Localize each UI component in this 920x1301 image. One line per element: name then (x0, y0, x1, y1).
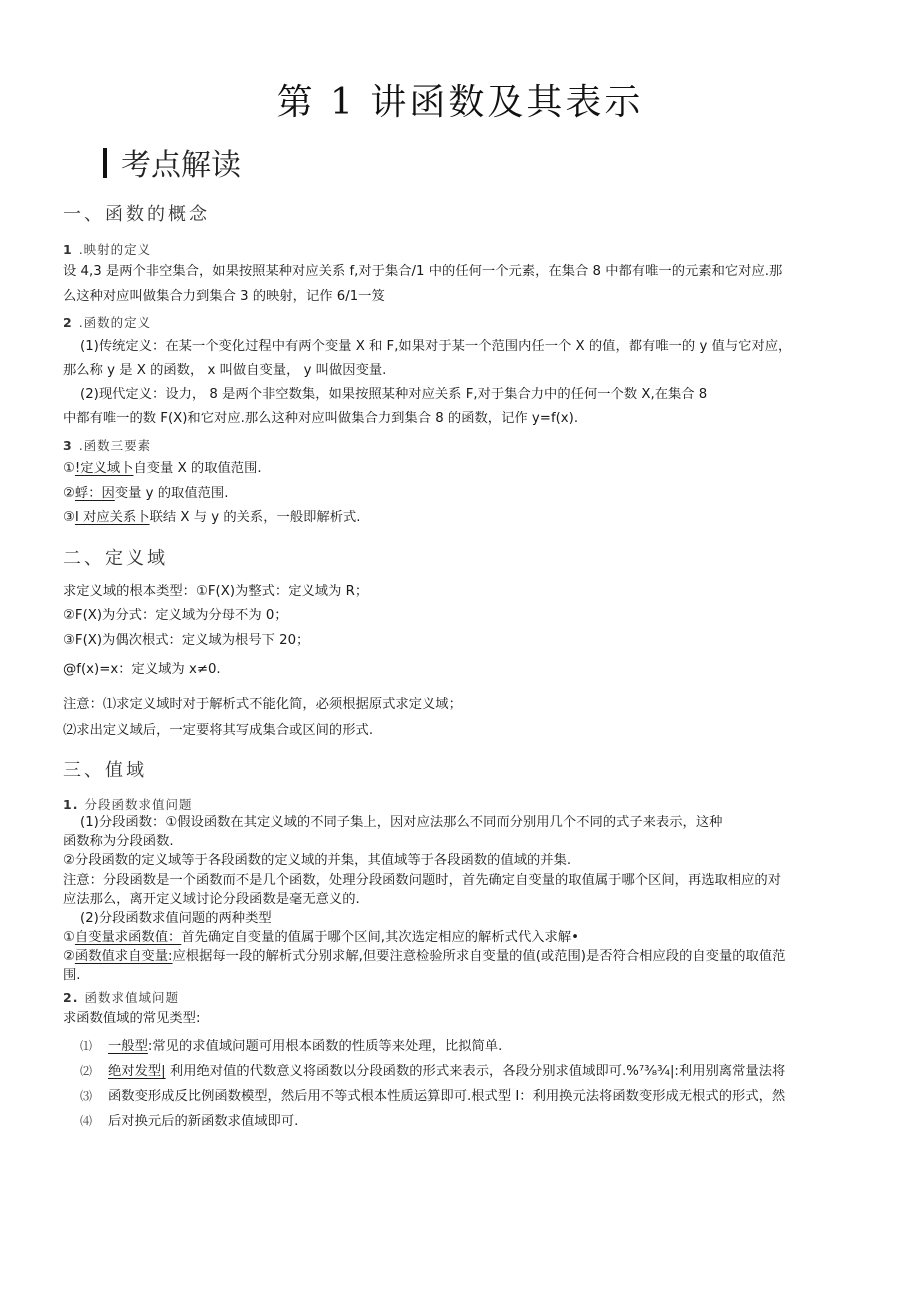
item-text: 变量 y 的取值范围. (114, 486, 229, 501)
section-head (103, 146, 241, 186)
item-text: 联结 X 与 y 的关系，一般即解析式. (149, 510, 361, 525)
paragraph-line: 那么称 y 是 X 的函数， x 叫做自变量， y 叫做因变量. (63, 363, 387, 378)
note-line: 注意：⑴求定义域时对于解析式不能化简，必须根据原式求定义域； (63, 697, 462, 712)
paragraph-line: 求定义域的根本类型：①F(X)为整式：定义域为 R； (63, 584, 369, 599)
item-term: 自变量求函数值： (74, 930, 182, 945)
item-marker: ① (63, 930, 75, 945)
paragraph-line: (2)现代定义：设力， 8 是两个非空数集，如果按照某种对应关系 F,对于集合力中的任何一个数 X,在集合 8 (80, 387, 708, 402)
paragraph-line: 函数称为分段函数. (63, 834, 174, 849)
item-term: 一般型 (108, 1039, 148, 1054)
paragraph-line: @f(x)=x：定义域为 x≠0. (63, 662, 221, 677)
paragraph-line: (1)分段函数：①假设函数在其定义域的不同子集上，因对应法那么不同而分别用几个不同的式子来表示，这种 (80, 815, 723, 830)
paragraph-line: 围. (63, 968, 81, 983)
paragraph-line: (1)传统定义：在某一个变化过程中有两个变量 X 和 F,如果对于某一个范围内任一个 X 的值，都有唯一的 y 值与它对应， (80, 339, 792, 354)
section-head-text: 考点解读 (121, 148, 241, 183)
item-number: ⑴ (80, 1039, 93, 1053)
list-item (80, 1061, 865, 1082)
page-title: 第 1 讲函数及其表示 (276, 82, 644, 123)
list-item (80, 1111, 865, 1132)
subheading-range-problems (63, 988, 179, 1006)
list-item (80, 1036, 865, 1057)
heading-function-concept: 一、函数的概念 (63, 204, 210, 225)
paragraph-line: 中都有唯一的数 F(X)和它对应.那么这种对应叫做集合力到集合 8 的函数，记作 y=f(x). (63, 411, 579, 426)
paragraph-line: 么这种对应叫做集合力到集合 3 的映射，记作 6/1一笈 (63, 289, 385, 304)
list-item (63, 484, 865, 504)
subheading-label: .函数的定义 (78, 315, 152, 330)
item-term: 蜉：因 (74, 486, 115, 501)
item-text: 首先确定自变量的值属于哪个区间,其次选定相应的解析式代入求解• (181, 930, 579, 945)
item-marker: ① (63, 461, 75, 476)
list-item (63, 508, 865, 528)
heading-bar (103, 148, 107, 178)
subheading-label: 函数求值域问题 (84, 990, 179, 1005)
subheading-piecewise (63, 795, 192, 813)
heading-range: 三、值域 (63, 760, 147, 781)
subheading-number: 2. (63, 990, 79, 1005)
subheading-number: 3 (63, 438, 73, 453)
note-line: ⑵求出定义域后，一定要将其写成集合或区间的形式. (63, 723, 374, 738)
item-term: 绝对发型| (108, 1064, 166, 1079)
item-text: 应根据每一段的解析式分别求解,但要注意检验所求自变量的值(或范围)是否符合相应段的自变量的取值范 (172, 949, 786, 964)
subheading-function-definition (63, 313, 151, 331)
item-number: ⑵ (80, 1064, 93, 1078)
item-term: I 对应关系卜 (74, 510, 150, 525)
subheading-label: .函数三要素 (78, 438, 152, 453)
item-text: 后对换元后的新函数求值域即可. (108, 1114, 299, 1129)
list-item (63, 929, 865, 947)
subheading-number: 1. (63, 797, 79, 812)
list-item (63, 459, 865, 479)
subheading-label: .映射的定义 (78, 242, 152, 257)
paragraph-line: ②分段函数的定义域等于各段函数的定义域的并集，其值域等于各段函数的值域的并集. (63, 853, 572, 868)
paragraph-line: ③F(X)为偶次根式：定义域为根号下 20； (63, 633, 310, 648)
item-number: ⑷ (80, 1114, 93, 1128)
item-number: ⑶ (80, 1089, 93, 1103)
item-text: :常见的求值域问题可用根本函数的性质等来处理，比拟简单. (147, 1039, 503, 1054)
subheading-number: 1 (63, 242, 73, 257)
paragraph-line: 注意：分段函数是一个函数而不是几个函数，处理分段函数问题时，首先确定自变量的取值属于哪个区间，再选取相应的对 (63, 873, 782, 888)
item-text: 函数变形成反比例函数模型，然后用不等式根本性质运算即可.根式型 I：利用换元法将函数变形成无根式的形式，然 (108, 1089, 786, 1104)
list-item (80, 1086, 865, 1107)
heading-domain: 二、定义域 (63, 548, 168, 569)
item-text: 利用绝对值的代数意义将函数以分段函数的形式来表示，各段分别求值域即可.%⁷³⁄₈¾|:利用别离常量法将 (165, 1064, 786, 1079)
paragraph-line: (2)分段函数求值问题的两种类型 (80, 911, 272, 926)
paragraph-line: 求函数值域的常见类型: (63, 1011, 201, 1026)
item-marker: ② (63, 486, 75, 501)
paragraph-line: 设 4,3 是两个非空集合，如果按照某种对应关系 f,对于集合/1 中的任何一个元素，在集合 8 中都有唯一的元素和它对应.那 (63, 264, 783, 279)
item-marker: ③ (63, 510, 75, 525)
item-term: 函数值求自变量: (74, 949, 173, 964)
list-item (63, 948, 865, 966)
subheading-label: 分段函数求值问题 (84, 797, 193, 812)
item-marker: ② (63, 949, 75, 964)
item-term: !定义域卜 (74, 461, 134, 476)
subheading-number: 2 (63, 315, 73, 330)
subheading-mapping (63, 240, 151, 258)
paragraph-line: ②F(X)为分式：定义域为分母不为 0； (63, 608, 288, 623)
paragraph-line: 应法那么，离开定义域讨论分段函数是毫无意义的. (63, 892, 360, 907)
subheading-three-elements (63, 436, 151, 454)
item-text: 自变量 X 的取值范围. (133, 461, 262, 476)
